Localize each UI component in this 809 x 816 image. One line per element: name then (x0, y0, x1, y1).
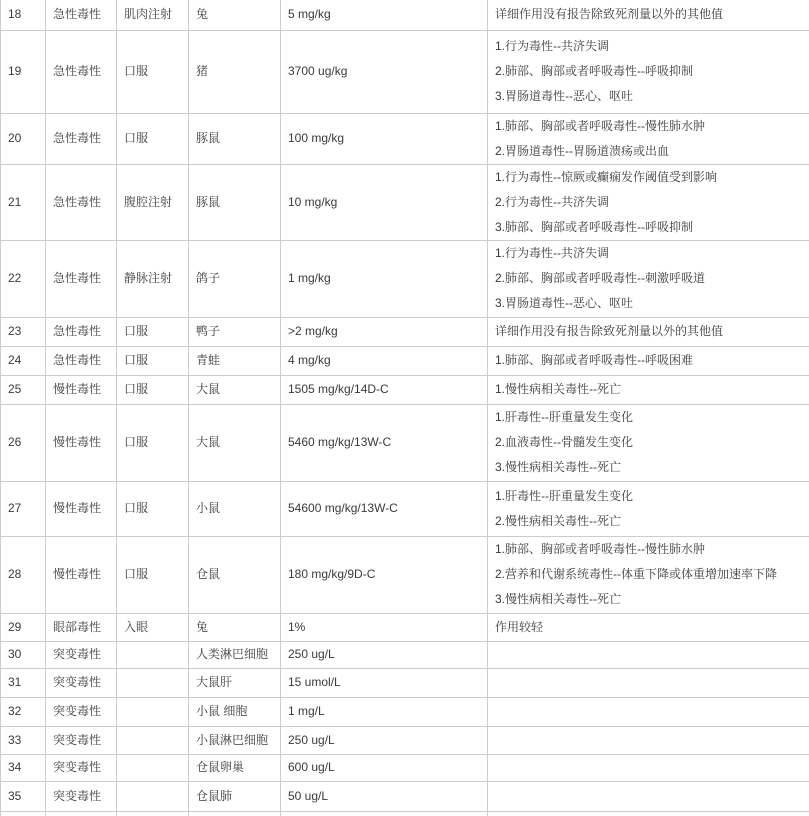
toxicity-table-body (1, 0, 809, 816)
cell-animal: 猪 (189, 30, 281, 113)
cell-animal: 鸽子 (189, 240, 281, 317)
cell-route (117, 641, 189, 668)
effect-line: 详细作用没有报告除致死剂量以外的其他值 (495, 319, 806, 344)
cell-toxicity-type: 急性毒性 (46, 240, 117, 317)
cell-toxicity-type: 急性毒性 (46, 164, 117, 240)
cell-dose: 1 mg/kg (281, 240, 488, 317)
cell-dose: 3700 ug/kg (281, 30, 488, 113)
cell-animal: 仓鼠肺 (189, 781, 281, 811)
cell-dose: 15 umol/L (281, 668, 488, 697)
cell-toxicity-type: 突变毒性 (46, 781, 117, 811)
cell-empty (117, 811, 189, 816)
cell-route: 口服 (117, 481, 189, 536)
cell-number: 35 (1, 781, 46, 811)
effect-line: 作用较轻 (495, 615, 806, 640)
effect-line: 1.肺部、胸部或者呼吸毒性--慢性肺水肿 (495, 537, 806, 562)
cell-dose: >2 mg/kg (281, 317, 488, 346)
cell-animal: 豚鼠 (189, 113, 281, 164)
cell-number: 25 (1, 375, 46, 404)
cell-effects (488, 668, 809, 697)
cell-route: 腹腔注射 (117, 164, 189, 240)
effect-line: 3.肺部、胸部或者呼吸毒性--呼吸抑制 (495, 215, 806, 240)
cell-empty (1, 811, 46, 816)
cell-dose: 54600 mg/kg/13W-C (281, 481, 488, 536)
cell-animal: 人类淋巴细胞 (189, 641, 281, 668)
cell-effects (488, 726, 809, 754)
effect-line: 2.营养和代谢系统毒性--体重下降或体重增加速率下降 (495, 562, 806, 587)
cell-number: 18 (1, 0, 46, 30)
cell-toxicity-type: 慢性毒性 (46, 481, 117, 536)
table-row (1, 754, 809, 781)
cell-toxicity-type: 突变毒性 (46, 726, 117, 754)
cell-effects (488, 613, 809, 641)
effect-line: 2.胃肠道毒性--胃肠道溃疡或出血 (495, 139, 806, 164)
effect-line: 3.慢性病相关毒性--死亡 (495, 587, 806, 612)
cell-dose: 250 ug/L (281, 641, 488, 668)
table-row (1, 781, 809, 811)
cell-route: 口服 (117, 404, 189, 481)
cell-toxicity-type: 突变毒性 (46, 754, 117, 781)
cell-empty (488, 811, 809, 816)
cell-number: 20 (1, 113, 46, 164)
table-row (1, 613, 809, 641)
table-row (1, 240, 809, 317)
cell-dose: 250 ug/L (281, 726, 488, 754)
table-row (1, 317, 809, 346)
cell-empty (189, 811, 281, 816)
cell-animal: 仓鼠卵巢 (189, 754, 281, 781)
cell-route: 口服 (117, 317, 189, 346)
table-row (1, 113, 809, 164)
cell-number: 23 (1, 317, 46, 346)
cell-number: 29 (1, 613, 46, 641)
cell-route (117, 781, 189, 811)
cell-route: 口服 (117, 375, 189, 404)
cell-effects (488, 375, 809, 404)
cell-animal: 兔 (189, 613, 281, 641)
effect-line: 2.肺部、胸部或者呼吸毒性--刺激呼吸道 (495, 266, 806, 291)
effect-line: 1.肝毒性--肝重量发生变化 (495, 484, 806, 509)
cell-route (117, 754, 189, 781)
table-row (1, 164, 809, 240)
cell-route: 口服 (117, 113, 189, 164)
cell-number: 28 (1, 536, 46, 613)
effect-line: 2.血液毒性--骨髓发生变化 (495, 430, 806, 455)
cell-toxicity-type: 眼部毒性 (46, 613, 117, 641)
cell-effects (488, 536, 809, 613)
cell-effects (488, 697, 809, 726)
table-row (1, 346, 809, 375)
cell-effects (488, 481, 809, 536)
cell-effects (488, 404, 809, 481)
effect-line: 3.胃肠道毒性--恶心、呕吐 (495, 291, 806, 316)
cell-animal: 大鼠 (189, 404, 281, 481)
cell-dose: 1 mg/L (281, 697, 488, 726)
cell-animal: 青蛙 (189, 346, 281, 375)
cell-number: 34 (1, 754, 46, 781)
cell-toxicity-type: 突变毒性 (46, 668, 117, 697)
cell-animal: 小鼠 细胞 (189, 697, 281, 726)
cell-effects (488, 240, 809, 317)
table-row-partial (1, 811, 809, 816)
cell-effects (488, 641, 809, 668)
table-row (1, 375, 809, 404)
cell-empty (46, 811, 117, 816)
cell-toxicity-type: 慢性毒性 (46, 404, 117, 481)
table-row (1, 481, 809, 536)
cell-route (117, 697, 189, 726)
cell-effects (488, 0, 809, 30)
cell-number: 27 (1, 481, 46, 536)
cell-animal: 仓鼠 (189, 536, 281, 613)
cell-number: 19 (1, 30, 46, 113)
table-row (1, 697, 809, 726)
cell-route: 口服 (117, 30, 189, 113)
effect-line: 1.慢性病相关毒性--死亡 (495, 377, 806, 402)
cell-animal: 小鼠淋巴细胞 (189, 726, 281, 754)
cell-effects (488, 164, 809, 240)
cell-toxicity-type: 急性毒性 (46, 0, 117, 30)
cell-dose: 1505 mg/kg/14D-C (281, 375, 488, 404)
cell-toxicity-type: 急性毒性 (46, 113, 117, 164)
cell-number: 22 (1, 240, 46, 317)
cell-route: 静脉注射 (117, 240, 189, 317)
table-row (1, 404, 809, 481)
cell-effects (488, 30, 809, 113)
cell-effects (488, 346, 809, 375)
cell-route (117, 668, 189, 697)
table-row (1, 726, 809, 754)
cell-dose: 50 ug/L (281, 781, 488, 811)
cell-route: 口服 (117, 346, 189, 375)
cell-dose: 4 mg/kg (281, 346, 488, 375)
cell-toxicity-type: 急性毒性 (46, 317, 117, 346)
cell-toxicity-type: 急性毒性 (46, 346, 117, 375)
effect-line: 2.慢性病相关毒性--死亡 (495, 509, 806, 534)
cell-toxicity-type: 慢性毒性 (46, 536, 117, 613)
effect-line: 1.行为毒性--共济失调 (495, 241, 806, 266)
cell-dose: 180 mg/kg/9D-C (281, 536, 488, 613)
cell-dose: 5460 mg/kg/13W-C (281, 404, 488, 481)
cell-dose: 600 ug/L (281, 754, 488, 781)
cell-number: 32 (1, 697, 46, 726)
cell-dose: 5 mg/kg (281, 0, 488, 30)
cell-toxicity-type: 慢性毒性 (46, 375, 117, 404)
effect-line: 1.肺部、胸部或者呼吸毒性--慢性肺水肿 (495, 114, 806, 139)
cell-toxicity-type: 急性毒性 (46, 30, 117, 113)
table-row (1, 0, 809, 30)
effect-line: 2.肺部、胸部或者呼吸毒性--呼吸抑制 (495, 59, 806, 84)
table-row (1, 30, 809, 113)
effect-line: 3.慢性病相关毒性--死亡 (495, 455, 806, 480)
table-row (1, 536, 809, 613)
cell-route: 入眼 (117, 613, 189, 641)
cell-effects (488, 317, 809, 346)
cell-toxicity-type: 突变毒性 (46, 641, 117, 668)
cell-animal: 大鼠肝 (189, 668, 281, 697)
cell-empty (281, 811, 488, 816)
cell-effects (488, 113, 809, 164)
cell-number: 30 (1, 641, 46, 668)
cell-effects (488, 781, 809, 811)
effect-line: 1.肺部、胸部或者呼吸毒性--呼吸困难 (495, 348, 806, 373)
effect-line: 2.行为毒性--共济失调 (495, 190, 806, 215)
cell-number: 24 (1, 346, 46, 375)
cell-effects (488, 754, 809, 781)
cell-animal: 小鼠 (189, 481, 281, 536)
table-row (1, 668, 809, 697)
effect-line: 3.胃肠道毒性--恶心、呕吐 (495, 84, 806, 109)
cell-dose: 10 mg/kg (281, 164, 488, 240)
cell-route: 口服 (117, 536, 189, 613)
cell-number: 26 (1, 404, 46, 481)
cell-number: 33 (1, 726, 46, 754)
cell-animal: 兔 (189, 0, 281, 30)
cell-route (117, 726, 189, 754)
cell-number: 21 (1, 164, 46, 240)
effect-line: 详细作用没有报告除致死剂量以外的其他值 (495, 2, 806, 27)
cell-animal: 大鼠 (189, 375, 281, 404)
table-row (1, 641, 809, 668)
effect-line: 1.肝毒性--肝重量发生变化 (495, 405, 806, 430)
cell-toxicity-type: 突变毒性 (46, 697, 117, 726)
cell-number: 31 (1, 668, 46, 697)
effect-line: 1.行为毒性--惊厥或癫痫发作阈值受到影响 (495, 165, 806, 190)
cell-dose: 100 mg/kg (281, 113, 488, 164)
effect-line: 1.行为毒性--共济失调 (495, 34, 806, 59)
cell-route: 肌肉注射 (117, 0, 189, 30)
cell-animal: 鸭子 (189, 317, 281, 346)
cell-animal: 豚鼠 (189, 164, 281, 240)
cell-dose: 1% (281, 613, 488, 641)
